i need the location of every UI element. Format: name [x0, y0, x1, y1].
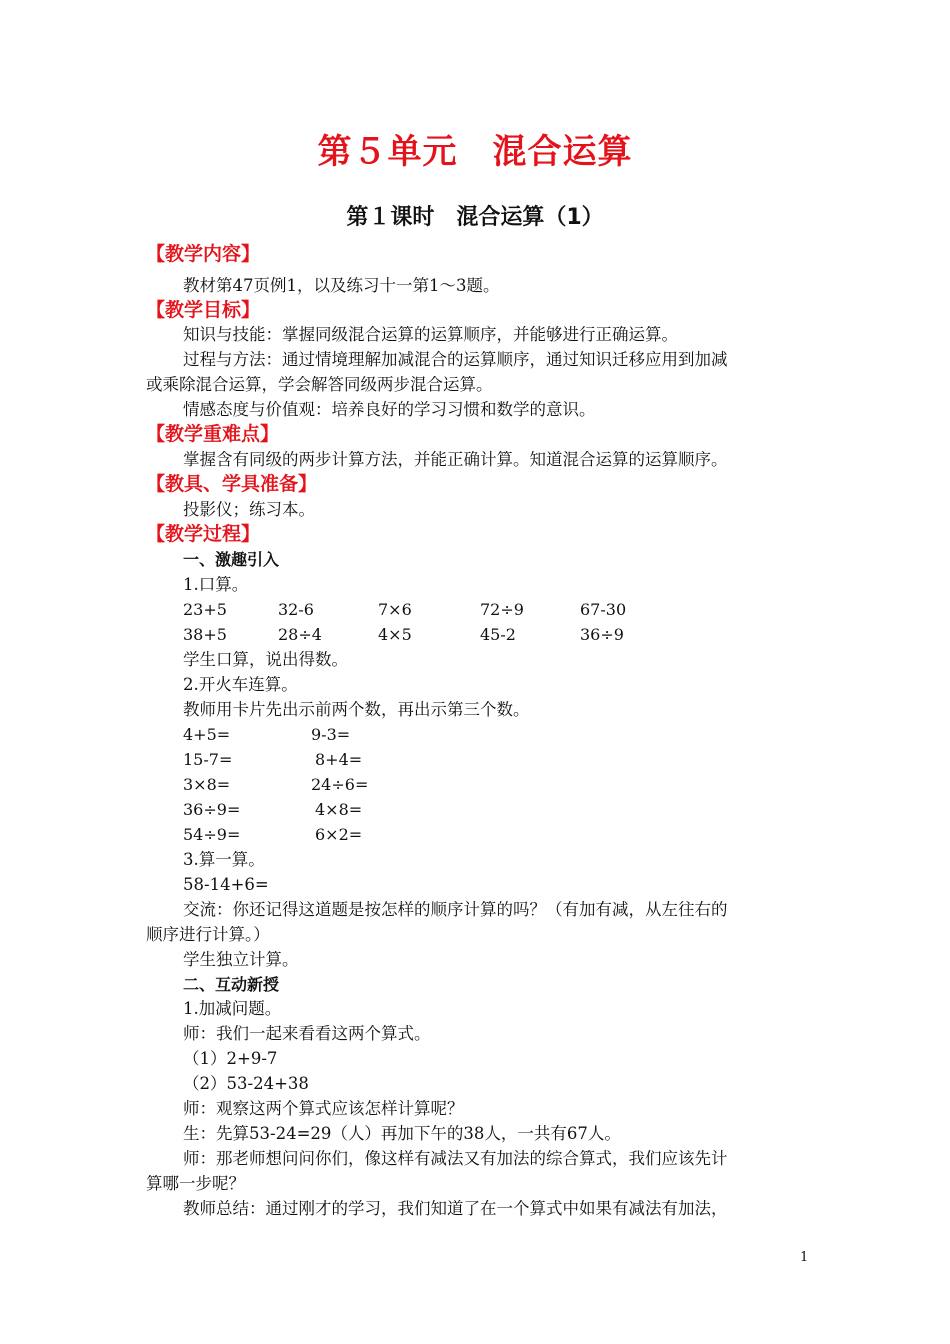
tools-heading: 【教具、学具准备】 [146, 473, 318, 495]
oral-cell: 7×6 [378, 600, 412, 619]
oral-cell: 23+5 [183, 600, 227, 619]
goal-2b: 或乘除混合运算，学会解答同级两步混合运算。 [146, 375, 493, 394]
train-cell: 4×8= [315, 800, 363, 819]
student-line-1: 生：先算53-24=29（人）再加下午的38人，一共有67人。 [183, 1124, 621, 1143]
train-cell: 15-7= [183, 750, 233, 769]
content-heading: 【教学内容】 [146, 243, 261, 265]
teacher-line-1: 师：我们一起来看看这两个算式。 [183, 1024, 431, 1043]
content-text: 教材第47页例1，以及练习十一第1～3题。 [183, 276, 500, 295]
train-title: 2.开火车连算。 [183, 675, 298, 694]
oral-cell: 72÷9 [480, 600, 524, 619]
goal-2a: 过程与方法：通过情境理解加减混合的运算顺序，通过知识迁移应用到加减 [183, 350, 728, 369]
part1-title: 一、激趣引入 [183, 550, 280, 569]
teacher-line-2: 师：观察这两个算式应该怎样计算呢？ [183, 1099, 464, 1118]
oral-cell: 28÷4 [278, 625, 322, 644]
calc-expr: 58-14+6= [183, 875, 269, 894]
lesson-title: 第１课时 混合运算（1） [346, 205, 604, 230]
discuss-b: 顺序进行计算。） [146, 925, 270, 944]
discuss-a: 交流：你还记得这道题是按怎样的顺序计算的吗？（有加有减，从左往右的 [183, 900, 728, 919]
expression-1: （1）2+9-7 [183, 1049, 278, 1068]
oral-title: 1.口算。 [183, 575, 249, 594]
oral-cell: 38+5 [183, 625, 227, 644]
solo-text: 学生独立计算。 [183, 950, 299, 969]
tools-text: 投影仪；练习本。 [183, 500, 315, 519]
train-cell: 36÷9= [183, 800, 241, 819]
oral-cell: 36÷9 [580, 625, 624, 644]
oral-after: 学生口算，说出得数。 [183, 650, 348, 669]
question-title: 1.加减问题。 [183, 999, 282, 1018]
train-cell: 9-3= [311, 725, 351, 744]
train-cell: 6×2= [315, 825, 363, 844]
page-number: 1 [800, 1250, 809, 1265]
train-cell: 54÷9= [183, 825, 241, 844]
part2-title: 二、互动新授 [183, 975, 280, 994]
goal-1: 知识与技能：掌握同级混合运算的运算顺序，并能够进行正确运算。 [183, 325, 678, 344]
oral-cell: 4×5 [378, 625, 412, 644]
oral-cell: 67-30 [580, 600, 627, 619]
train-cell: 3×8= [183, 775, 231, 794]
process-heading: 【教学过程】 [146, 523, 261, 545]
summary-text: 教师总结：通过刚才的学习，我们知道了在一个算式中如果有减法有加法， [183, 1199, 728, 1218]
train-cell: 4+5= [183, 725, 231, 744]
teacher-line-3a: 师：那老师想问问你们，像这样有减法又有加法的综合算式，我们应该先计 [183, 1149, 728, 1168]
unit-title: 第５单元 混合运算 [317, 132, 633, 172]
goal-3: 情感态度与价值观：培养良好的学习习惯和数学的意识。 [183, 400, 596, 419]
train-cell: 24÷6= [311, 775, 369, 794]
oral-cell: 45-2 [480, 625, 516, 644]
calc-title: 3.算一算。 [183, 850, 265, 869]
train-desc: 教师用卡片先出示前两个数，再出示第三个数。 [183, 700, 530, 719]
expression-2: （2）53-24+38 [183, 1074, 309, 1093]
goals-heading: 【教学目标】 [146, 299, 261, 321]
train-cell: 8+4= [315, 750, 363, 769]
key-text: 掌握含有同级的两步计算方法，并能正确计算。知道混合运算的运算顺序。 [183, 450, 728, 469]
teacher-line-3b: 算哪一步呢？ [146, 1174, 245, 1193]
key-heading: 【教学重难点】 [146, 423, 280, 445]
oral-cell: 32-6 [278, 600, 314, 619]
